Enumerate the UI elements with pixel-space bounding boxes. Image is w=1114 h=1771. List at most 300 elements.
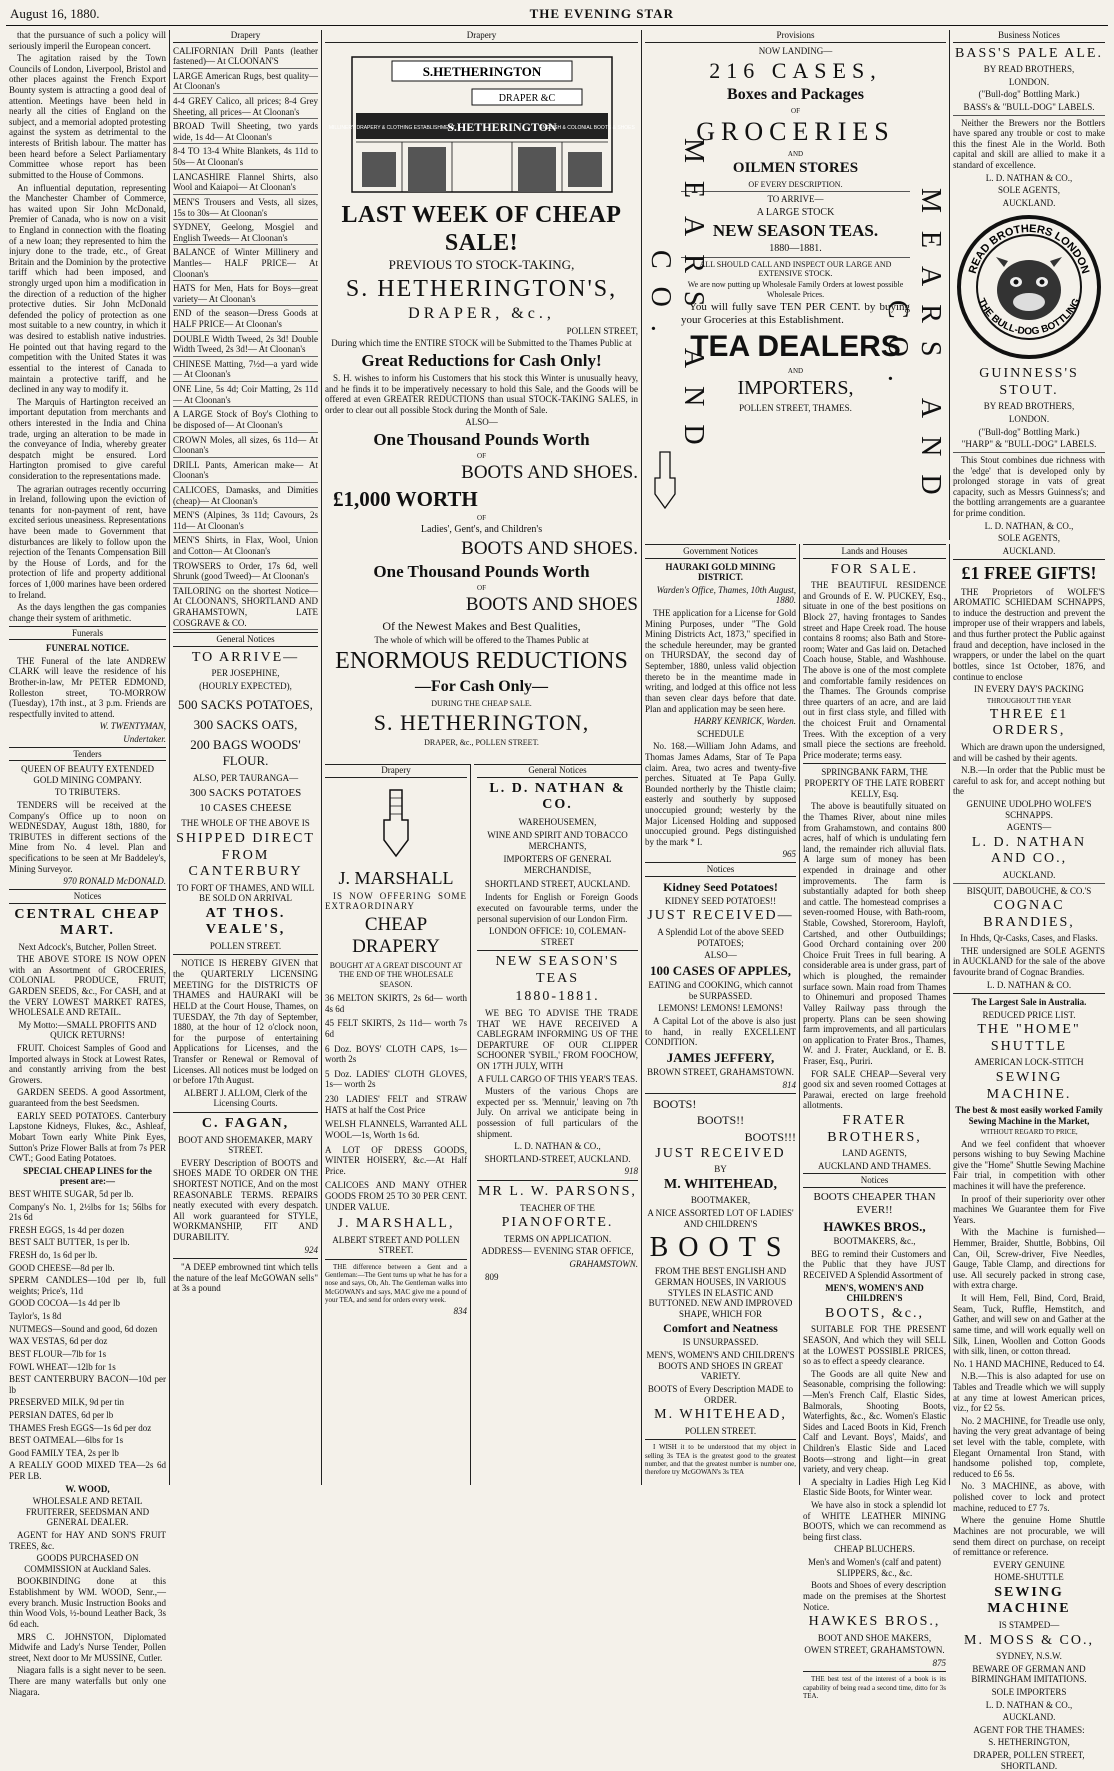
cloonan-ad: TAILORING on the shortest Notice— At CLOONAN'S, SHORTLAND AND GRAHAMSTOWN, LATE COSGRAVE & CO. [173,586,318,630]
address-line-2: GRAHAMSTOWN. [569,1258,638,1269]
bass-labels: BASS's & "BULL-DOG" LABELS. [963,101,1095,112]
cloonan-ad: DOUBLE Width Tweed, 2s 3d! Double Width Tweed, 2s 3d!— At Cloonan's [173,334,318,357]
wood-name: W. WOOD, [65,1483,110,1494]
throughout: THROUGHOUT THE YEAR [986,696,1072,705]
tender-signature: 970 RONALD McDONALD. [63,876,166,887]
also-line: ALSO— [465,417,498,428]
article-paragraph: The agrarian outrages recently occurring in Ireland, following upon the eviction of tenants for non-payment of rent, have excited serious uneasiness. Representations have been made to Government that disturbances are likely to follow upon the rejection of the Tenants Compensation Bill by the House of Lords, and for the protection of life and property additional forces of 1,000 marines have been ordered to Ireland. [9,483,166,600]
tender-text: TENDERS will be received at the Company's Office up to noon on WEDNESDAY, August 18th, 1880, for TRIBUTES in different sections of the Mine from No. 4 level. Plan and specifications to be seen at Mr Baddeley's, Mining Surveyor. [9,800,166,874]
mens-variety: MEN'S, WOMEN'S AND CHILDREN'S BOOTS AND SHOES IN GREAT VARIETY. [646,1350,795,1382]
goods-commission: GOODS PURCHASED ON COMMISSION at Auckland Sales. [24,1553,151,1574]
nathan-name: L. D. NATHAN & CO. [489,780,626,813]
special-line-item: FOWL WHEAT—12lb for 1s [9,1361,116,1372]
springbank-title: SPRINGBANK FARM, THE PROPERTY OF THE LATE ROBERT KELLY, Esq. [804,767,945,799]
guinness-title: GUINNESS'S STOUT. [979,366,1079,398]
gent-quip: THE difference between a Gent and a Gentleman:—The Gent turns up what he has for a nose and says, Oh, Ah. The Gentleman walks into McGOWAN's and says, MAC give me a pound of your TEA, and send for orders every week. [325,1262,467,1304]
special-line-item: THAMES Fresh EGGS—1s 6d per doz [9,1422,152,1433]
schedule-number: 965 [782,849,796,860]
reduced-list: REDUCED PRICE LIST. [982,1009,1076,1020]
hawkes-sub-2: BOOT AND SHOE MAKERS, [817,1632,932,1643]
fagan-subtitle: BOOT AND SHOEMAKER, MARY STREET. [178,1134,313,1156]
nathan-line: WAREHOUSEMEN, [518,816,597,827]
nathan-line: WINE AND SPIRIT AND TOBACCO MERCHANTS, [487,830,628,851]
hawkes-boots: BOOTS, &c., [825,1305,924,1321]
cognac-sole: THE undersigned are SOLE AGENTS in AUCKLAND for the sale of the above favourite brand of Cognac Brandies. [953,945,1105,977]
boots-shoes-2: BOOTS AND SHOES. [461,537,638,559]
now-offering: IS NOW OFFERING SOME EXTRAORDINARY [325,890,467,912]
thousand-pounds-2: One Thousand Pounds Worth [373,561,590,581]
article-paragraph: As the days lengthen the gas companies change their system of arithmetic. [9,602,166,623]
wishes-text: S. H. wishes to inform his Customers that his stock this Winter is unusually heavy, and he finds it to be imperatively necessary to hold this Sale, and the Goods will be offered at even GREATER REDUCTIONS than usual STOCK-TAKING SALES, in order to clear out all possible Stock during the Month of Sale. [325,373,638,415]
large-stock: A LARGE STOCK [756,206,835,218]
full-cargo: A FULL CARGO OF THIS YEAR'S TEAS. [477,1073,638,1084]
cloonan-ad: CALIFORNIAN Drill Pants (leather fastened)— At CLOONAN'S [173,46,318,69]
largest-sale: The Largest Sale in Australia. [971,997,1087,1008]
hawkes-name: HAWKES BROS., [823,1218,926,1234]
hawkes-specialty: A specialty in Ladies High Leg Kid Elastic Side Boots, for Winter wear. [803,1476,946,1498]
bootmaker-line: BOOTMAKER, [690,1195,751,1206]
kidney-title: Kidney Seed Potatoes! [663,879,778,894]
nathan-signature: L. D. NATHAN & CO., [514,1141,601,1152]
provisions-heading: Provisions [645,30,946,43]
shop-millinery-text: MILLINERY DRAPERY & CLOTHING ESTABLISHMENT [328,124,455,131]
funerals-heading: Funerals [9,626,166,641]
special-line-item: Company's No. 1, 2½lbs for 1s; 56lbs for 21s 6d [9,1201,166,1223]
capital-lot: A Capital Lot of the above is also just to hand, in really EXCELLENT CONDITION. [645,1015,796,1048]
whitehead-name-2: M. WHITEHEAD, [654,1407,787,1423]
new-season-teas-5: NEW SEASON TEAS. [712,220,879,240]
of-line-3: OF [477,584,486,593]
jeffery-address: BROWN STREET, GRAHAMSTOWN. [647,1067,794,1078]
splendid-lot: A Splendid Lot of the above SEED POTATOES; [657,926,784,948]
no2-machine: No. 2 MACHINE, for Treadle use only, having the very great advantage of being set level with the table, complete, with Elegant Ornamental Iron Stand, with handsome polished top, complete, reduced to £6 5s. [953,1415,1105,1479]
of-line-2: OF [477,513,486,522]
cognac-cases: In Hhds, Qr-Casks, Cases, and Flasks. [960,933,1098,944]
drapery-heading: Drapery [173,30,318,43]
agents-line: AGENTS— [1006,822,1052,833]
cloonan-ad: DRILL Pants, American make— At Cloonan's [173,460,318,483]
moss-name: M. MOSS & CO., [964,1632,1094,1648]
during-sale-line: DURING THE CHEAP SALE. [431,698,532,708]
made-to-order: BOOTS of Every Description MADE to ORDER. [647,1383,794,1405]
bought-line: BOUGHT AT A GREAT DISCOUNT AT THE END OF THE WHOLESALE SEASON. [329,960,463,989]
logo-bottom-text: THE BULL-DOG BOTTLING [975,297,1083,338]
masthead [6,6,1108,26]
cloonan-ad: CHINESE Matting, 7½d—a yard wide— At Cloonan's [173,359,318,382]
arrive-item: 300 SACKS OATS, [193,716,298,732]
putting-line: We are now putting up Wholesale Family Orders at lowest possible Wholesale Prices. [687,280,904,299]
nathan-line: IMPORTERS OF GENERAL MERCHANDISE, [503,854,612,876]
hawkes-mens: MEN'S, WOMEN'S AND CHILDREN'S [825,1282,924,1304]
bulldog-logo [954,212,1104,362]
whitehead-address: POLLEN STREET. [684,1425,757,1436]
stamped: IS STAMPED— [998,1619,1060,1630]
sewing-machine-2: SEWING MACHINE [987,1584,1071,1617]
arrive-note: (HOURLY EXPECTED), [199,680,292,691]
cloonan-ad: ONE Line, 5s 4d; Coir Matting, 2s 11d— At Cloonan's [173,384,318,407]
tea-dealers: TEA DEALERS [690,330,901,364]
wood-subtitle: WHOLESALE AND RETAIL FRUITERER, SEEDSMAN AND GENERAL DEALER. [25,1496,150,1528]
special-line-item: PRESERVED MILK, 9d per tin [9,1397,125,1408]
hetherington-name: S. HETHERINGTON'S, [345,275,618,302]
furnished-text: With the Machine is furnished—Hemmer, Braider, Shuttle, Bobbins, Oil Can, Oil, Screw-driver, Five Needles, Gauge, Table Clamp, and directions for use. All securely packed in strong case, with extra charge. [953,1227,1105,1291]
genuine-wolfe: GENUINE UDOLPHO WOLFE'S SCHNAPPS. [966,799,1092,820]
bass-london: LONDON. [1008,76,1050,87]
mart-motto: My Motto:—SMALL PROFITS AND QUICK RETURNS! [18,1019,157,1041]
general-notices-heading-2: General Notices [477,765,638,778]
marshall-item: 5 Doz. LADIES' CLOTH GLOVES, 1s— worth 2s [325,1068,467,1090]
thousand-pounds-1: One Thousand Pounds Worth [373,430,590,450]
bass-by: BY READ BROTHERS, [983,64,1075,75]
general-notices-heading: General Notices [173,632,318,647]
great-reductions-line: Great Reductions for Cash Only! [361,350,602,370]
shop-sign-main: S.HETHERINGTON [446,119,557,134]
boots-1: BOOTS! [653,1097,697,1112]
marshall-item: CALICOES AND MANY OTHER GOODS FROM 25 TO 30 PER CENT. UNDER VALUE. [325,1180,467,1212]
nathan-3: L. D. NATHAN AND CO., [971,834,1087,867]
indents-text: Indents for English or Foreign Goods executed on favourable terms, under the personal supervision of our London Firm. [477,892,638,924]
pointing-hand-icon-2 [650,450,680,510]
notices-heading-6: Notices [803,1173,946,1188]
hawkes-stock: We have also in stock a splendid lot of WHITE LEATHER MINING BOOTS, which we can recommend as being first class. [803,1500,946,1542]
column-2 [170,30,322,1485]
shop-woodcut-illustration [328,47,635,197]
cloonan-ad: 4-4 GREY Calico, all prices; 8-4 Grey Sheeting, all prices— At Cloonan's [173,96,318,119]
column-1 [6,30,170,1697]
arrive-item: 200 BAGS WOODS' FLOUR. [190,737,301,768]
cheap-drapery: CHEAP DRAPERY [352,914,440,958]
hawkes-beg: BEG to remind their Customers and the Public that they have JUST RECEIVED A Splendid Assortment of [803,1248,946,1280]
guinness-sole: SOLE AGENTS, [997,533,1060,544]
call-line: ALL SHOULD CALL AND INSPECT OUR LARGE AND EXTENSIVE STOCK. [699,259,892,279]
frater-name: FRATER BROTHERS, [827,1112,922,1145]
without-regard: WITHOUT REGARD TO PRICE, [980,1128,1078,1137]
boots-3: BOOTS!!! [744,1129,796,1144]
fagan-number: 924 [304,1244,318,1255]
apples-line: 100 CASES OF APPLES, [649,962,792,978]
by-line: BY [714,1164,727,1175]
best-machine: The best & most easily worked Family Sewing Machine in the Market, [955,1105,1103,1126]
jeffery-number: 814 [782,1079,796,1090]
just-received-2: JUST RECEIVED [655,1145,786,1161]
special-line-item: BEST FLOUR—7lb for 1s [9,1348,107,1359]
tenders-heading: Tenders [9,747,166,762]
arrive-title: TO ARRIVE— [191,649,300,665]
gov-signature: HARRY KENRICK, Warden. [693,716,796,727]
stock-taking-line: PREVIOUS TO STOCK-TAKING, [388,257,575,273]
shipped-sub: TO FORT OF THAMES, AND WILL BE SOLD ON ARRIVAL [176,882,315,904]
where-text: Where the genuine Home Shuttle Machines are not procurable, we will send them direct on purchase, on receipt of remittance or reference. [953,1515,1105,1558]
mart-text: THE ABOVE STORE IS NOW OPEN with an Assortment of GROCERIES, COLONIAL PRODUCE, FRUIT, GARDEN SEEDS, &c., For CASH, and at the VERY LOWEST MARKET RATES, WHOLESALE AND RETAIL. [9,954,166,1018]
proof-text: In proof of their superiority over other machines We Guarantee them for Five Years. [953,1193,1105,1225]
every-genuine: EVERY GENUINE [993,1559,1065,1570]
seeds-notice: GARDEN SEEDS. A good Assortment, guaranteed from the best Seedsmen. [9,1087,166,1109]
oilmen-line: OILMEN STORES [732,160,859,177]
mears-vertical-right: MEARS AND CO. [881,187,946,513]
frater-subtitle: LAND AGENTS, [842,1148,907,1159]
for-sale-cheap: FOR SALE CHEAP—Several very good six and seven roomed Cottages at Parawai, erected on large freehold allotments. [803,1068,946,1111]
nathan-number: 918 [624,1166,638,1177]
columns [6,30,1108,1771]
funeral-title: FUNERAL NOTICE. [45,643,129,654]
springbank-text: The above is beautifully situated on the Thames River, about nine miles from Grahamstown, and contains 800 acres, half of which is undulating fern land, the remainder rich alluvial flats. A large sum of money has been expended in drainage and other improvements. The farm is substantially adapted for both sheep and cattle. The homestead comprises a seven-roomed House, with Bath-room, Stable, Cowshed, Storeroom, Hayloft, Cartshed, and other Outbuildings; Good Orchard containing over 200 Choice Fruit Trees in full bearing. A considerable area is under grass, part of which is ploughed, the remainder surface sown. Main road from Thames to Ohinemuri and proposed Thames Valley Railway pass through the property. Plans can be seen showing farm improvements, and all particulars on application to Frater Bros., Thames, W. and J. Frater, Auckland, or E. B. Fraser, Esq., Puriri. [803,801,946,1066]
hawkes-address-2: OWEN STREET, GRAHAMSTOWN. [804,1645,945,1656]
wood-agent: AGENT for HAY AND SON'S FRUIT TREES, &c. [9,1530,166,1551]
notices-heading: Notices [9,889,166,904]
bass-neither: Neither the Brewers nor the Bottlers have spared any trouble or cost to make this the finest Ale in the World. Both capital and skill are allied to make it a standard of excellence. [953,117,1105,170]
special-lines-heading: SPECIAL CHEAP LINES for the present are:— [23,1165,152,1187]
special-line-item: FRESH EGGS, 1s 4d per dozen [9,1224,124,1235]
nathan-4: L. D. NATHAN & CO. [986,979,1072,990]
comfort-line: Comfort and Neatness [663,1321,778,1336]
feel-confident: And we feel confident that whoever persons wishing to buy Sewing Machine give the "Home" Shuttle Sewing Machine Fair trial, in competition with other machines it will have the preference. [953,1138,1105,1191]
cloonan-ad: CROWN Moles, all sizes, 6s 11d— At Cloonan's [173,435,318,458]
special-line-item: BEST SALT BUTTER, 1s per lb. [9,1237,130,1248]
funeral-signature-role: Undertaker. [123,734,166,744]
licensing-notice: NOTICE IS HEREBY GIVEN that the QUARTERLY LICENSING MEETING for the DISTRICTS OF THAMES and HAURAKI will be HELD at the Court House, Thames, on TUESDAY, the 7th day of September, 1880, at the hour of 12 o'clock noon, for the purpose of entertaining Applications for Licenses, and the Transfer or Renewal or Removal of Licenses. All notices must be lodged on or before 17th August. [173,958,318,1086]
teas-year: 1880-1881. [515,989,600,1005]
licensing-signature: ALBERT J. ALLOM, Clerk of the Licensing Courts. [183,1087,308,1109]
boots-2: BOOTS!! [696,1113,745,1128]
niagara-note: Niagara falls is a sight never to be seen. There are many waterfalls but only one Niagara. [9,1665,166,1697]
whole-line: The whole of which will be offered to the Thames Public at [374,634,589,645]
home-shuttle-2: HOME-SHUTTLE [994,1572,1064,1583]
column-5-provisions [642,30,950,540]
agent-thames: AGENT FOR THE THAMES: [973,1724,1085,1735]
kidney-subtitle: KIDNEY SEED POTATOES!! [664,895,777,906]
cloonan-ad: BALANCE of Winter Millinery and Mantles— HALF PRICE— At Cloonan's [173,247,318,281]
hawkes-name-2: HAWKES BROS., [808,1614,941,1630]
column-6 [800,544,950,1700]
hetherington-agent-address: DRAPER, POLLEN STREET, SHORTLAND. [973,1749,1085,1771]
nathan-lines [477,817,638,890]
tauranga-item: 300 SACKS POTATOES [189,786,302,799]
sale-headline: LAST WEEK OF CHEAP SALE! [341,201,622,256]
newspaper-title: THE EVENING STAR [529,6,674,21]
arrive-items [173,697,318,768]
whole-above: THE WHOLE OF THE ABOVE IS [181,818,310,829]
sydney: SYDNEY, N.S.W. [996,1651,1062,1662]
column-4 [474,764,642,1485]
cloonan-ad: END of the season—Dress Goods at HALF PRICE— At Cloonan's [173,308,318,331]
cognac: COGNAC BRANDIES, [983,898,1075,930]
groceries-line: GROCERIES [696,117,895,147]
special-line-item: A REALLY GOOD MIXED TEA—2s 6d PER LB. [9,1460,166,1481]
whitehead-name: M. WHITEHEAD, [664,1176,777,1192]
business-heading: Business Notices [953,30,1105,43]
cases-line: 216 CASES, [709,58,882,84]
cablegram-text: WE BEG TO ADVISE THE TRADE THAT WE HAVE RECEIVED A CABLEGRAM INFORMING US OF THE DEPARTURE OF OUR CLIPPER SCHOONER 'SYBIL,' FROM FOOCHOW, ON 17TH JULY, WITH [477,1007,638,1071]
article-paragraph: An influential deputation, representing the Manchester Chamber of Commerce, has waited upon Sir John McDonald, Premier of Canada, who is now on a visit to England in connection with the floating of a new loan; they represented to him the injury done to the trade, etc., of Great Britain and the Dominion by the protective tariff which had been imposed, and strongly urged upon him a modification in the direction of a reduction of the higher protective duties. Sir John McDonald defended the policy of protection as one most suitable to a new country, in which it was desired to establish native industries. He pointed out that having regard to the competition with the United States it was essential to the interest of Canada to maintain a protective tariff, and he declined in any way to modify it. [9,182,166,395]
from-houses: FROM THE BEST ENGLISH AND GERMAN HOUSES, IN VARIOUS STYLES IN ELASTIC AND BUTTONED. NEW AND IMPROVED SHAPE, WHICH FOR [648,1266,793,1319]
veale-name: AT THOS. VEALE'S, [205,905,286,938]
cloonan-ad: TROWSERS to Order, 17s 6d, well Shrunk (good Tweed)— At Cloonan's [173,561,318,584]
bass-sole: SOLE AGENTS, [997,185,1060,196]
potatoes-notice: EARLY SEED POTATOES. Canterbury Lapstone Kidneys, Flukes, &c., Ashleaf, Mobart Town early White Pink Eyes, Sutton's Prize Flower Balls at from 7s PER CWT.; Good Eating Potatoes. [9,1110,166,1164]
wardens-office: Warden's Office, Thames, 10th August, 1880. [656,584,796,606]
cloonan-ad: MEN'S Shirts, in Flax, Wool, Union and Cotton— At Cloonan's [173,535,318,558]
nathan-address: SHORTLAND-STREET, AUCKLAND. [484,1153,631,1164]
every-description: OF EVERY DESCRIPTION. [748,179,843,189]
funeral-text: THE Funeral of the late ANDREW CLARK will leave the residence of his Brother-in-law, Mr PETER EDMOND, Rolleston street, TO-MORROW (Tuesday), 17th inst., at 3 p.m. Friends are respectfully invited to attend. [9,655,166,719]
sewing-machine: SEWING MACHINE. [986,1070,1072,1102]
marshall-address: ALBERT STREET AND POLLEN STREET. [332,1234,460,1256]
during-line: During which time the ENTIRE STOCK will be Submitted to the Thames Public at [331,338,632,349]
special-line-item: GOOD CHEESE—8d per lb. [9,1262,115,1273]
lemons-line: LEMONS! LEMONS! LEMONS! [658,1003,783,1014]
sole-importers: SOLE IMPORTERS [991,1686,1067,1697]
bass-nathan: L. D. NATHAN & CO., [985,172,1073,183]
column-7 [950,30,1108,1771]
fagan-text: EVERY Description of BOOTS and SHOES MADE TO ORDER ON THE SHORTEST NOTICE, And on the most REASONABLE TERMS. REPAIRS neatly executed with every despatch. All work guaranteed for STYLE, WORKMANSHIP, FIT AND DURABILITY. [173,1157,318,1242]
shop-boots-text: ENGLISH & COLONIAL BOOTS & SHOES [538,124,635,131]
and-line-2: AND [787,366,804,375]
special-line-item: PERSIAN DATES, 6d per lb [9,1409,114,1420]
boots-big: BOOTS [649,1232,792,1264]
schedule-heading: SCHEDULE [697,728,744,739]
special-line-item: GOOD COCOA—1s 4d per lb [9,1298,120,1309]
guinness-stout: This Stout combines due richness with the 'edge' that is developed only by prolonged storage in vats of great capacity, such as Messrs Guinness's; and the bottling arrangements are a guarantee for prime condition. [953,454,1105,518]
marshall-ad [325,764,471,1485]
american-lock: AMERICAN LOCK-STITCH [974,1057,1084,1068]
of-line: OF [791,107,800,116]
marshall-item: WELSH FLANNELS, Warranted ALL WOOL—1s, Worth 1s 6d. [325,1119,467,1140]
tea-quip-2: I WISH it to be understood that my object in selling 3s TEA is the greatest good to the greatest number, and that the greatest number is number one, therefore try McGOWAN's 3s TEA [645,1443,796,1477]
of-line-1: OF [477,452,486,461]
enormous-reductions: ENORMOUS REDUCTIONS [335,648,628,675]
issue-date: August 16, 1880. [10,6,100,21]
importers-line: IMPORTERS, [737,376,854,399]
article-paragraph: that the pursuance of such a policy will seriously imperil the European concert. [9,30,166,51]
arrive-ship: PER JOSEPHINE, [211,668,280,679]
marshall-item: 6 Doz. BOYS' CLOTH CAPS, 1s— worth 2s [325,1043,467,1065]
marshall-name: J. MARSHALL [338,867,454,888]
three-orders: THREE £1 ORDERS, [989,706,1069,739]
home-shuttle: THE "HOME" SHUTTLE [977,1022,1081,1054]
free-gifts: £1 FREE GIFTS! [961,563,1097,584]
cloonan-ad: CALICOES, Damasks, and Dimities (cheap)— At Cloonan's [173,485,318,508]
mart-subtitle: Next Adcock's, Butcher, Pollen Street. [18,941,157,952]
just-received: JUST RECEIVED— [647,908,794,924]
bass-bulldog: ("Bull-dog" Bottling Mark.) [978,89,1080,100]
musters-text: Musters of the various Chops are expected per ss. 'Mennuir,' leaving on 7th July. On arrival we anticipate being in possession of full particulars of the shipment. [477,1086,638,1139]
pollen-street-line: POLLEN STREET, [566,325,638,336]
tauranga-items [173,787,318,816]
cloonan-ad: 8-4 TO 13-4 White Blankets, 4s 11d to 50s— At Cloonan's [173,146,318,169]
bookbinding-notice: BOOKBINDING done at this Establishment by WM. WOOD, Senr.,—every branch. Music Instruction Books and thin Wood Vols, ½-bound Leather Back, 3s 6d each. [9,1576,166,1629]
fruit-notice: FRUIT. Choicest Samples of Good and Imported always in Stock at Lowest Rates, and constantly arriving from the best Growers. [9,1043,166,1085]
to-arrive: TO ARRIVE— [767,194,824,205]
cloonan-ad: SYDNEY, Geelong, Mosgiel and English Tweeds— At Cloonan's [173,222,318,245]
cloonan-ad: A LARGE Stock of Boy's Clothing to be disposed of— At Cloonan's [173,409,318,432]
cash-only-line: —For Cash Only— [414,677,549,695]
new-season-teas: NEW SEASON'S TEAS [495,954,620,986]
no1-text: N.B.—This is also adapted for use on Tables and Treadle which we will supply at any time at lowest American prices, viz., for £2 5s. [953,1371,1105,1414]
hawkes-calf: Men's and Women's (calf and patent) SLIPPERS, &c., &c. [807,1557,942,1578]
cheap-bluchers: CHEAP BLUCHERS. [834,1544,915,1555]
tea-quip: "A DEEP embrowned tint which tells the nature of the leaf McGOWAN sells" at 3s a pound [173,1262,318,1294]
guinness-auckland: AUCKLAND. [1002,545,1056,556]
hawkes-bootmakers: BOOTMAKERS, &c., [833,1236,916,1247]
nice-lot: A NICE ASSORTED LOT OF LADIES' AND CHILDREN'S [647,1208,794,1229]
tender-subtitle: TO TRIBUTERS. [54,787,121,798]
guinness-london: LONDON. [1008,414,1050,425]
nathan-5: L. D. NATHAN & CO., [985,1699,1073,1710]
hawkes-number: 875 [932,1657,946,1668]
residence-text: THE BEAUTIFUL RESIDENCE and Grounds of E. W. PUCKEY, Esq., situate in one of the best positions on Block 27, having frontages to Sandes street and Hape Creek road. The house contains 8 rooms; also Bath and Store-room; Water and Gas laid on. Detached Coach house, Stable, and Washhouse. The above is one of the most complete and comfortable family residences on the Thames. The Grounds comprise three quarters of an acre, and are laid out in first class style, and filled with the choicest Fruit and Ornamental Trees. With the exception of a very small piece the sections are freehold. Price moderate; terms easy. [803,580,946,760]
article-paragraph: The Marquis of Hartington received an important deputation from merchants and others interested in the India and China trade, urging an alteration to be made in the conveyance of India, whereby greater despatch might be ensured. Lord Hartington promised to give careful consideration to the representations made. [9,396,166,481]
marshall-item: 45 FELT SKIRTS, 2s 11d— worth 7s 6d [325,1018,467,1040]
hetherington-agent: S. HETHERINGTON, [988,1737,1070,1748]
boots-shoes-1: BOOTS AND SHOES. [461,462,638,484]
lands-heading: Lands and Houses [803,544,946,559]
nb-note: N.B.—In order that the Public must be careful to ask for, and accept nothing but the [953,765,1105,797]
special-line-item: WAX VESTAS, 6d per doz [9,1336,108,1347]
marshall-name-2: J. MARSHALL, [337,1216,455,1232]
marshall-items [325,993,467,1212]
tauranga-item: 10 CASES CHEESE [199,802,292,815]
tender-title: QUEEN OF BEAUTY EXTENDED GOLD MINING COMPANY. [21,764,154,785]
draper-line: DRAPER, &c., [408,304,555,322]
tea-quip-3: THE best test of the interest of a book is its capability of being read a second time, ditto for 3s TEA. [803,1675,946,1700]
marshall-item: 36 MELTON SKIRTS, 2s 6d— worth 4s 6d [325,993,467,1014]
article-paragraph: The agitation raised by the Town Councils of London, Liverpool, Bristol and other places against the French Export Bounty system is attracting a good deal of attention. Meetings have been held in nearly all the cities of England on the subject, and a memorial adopted protesting against the system as detrimental to the interests of British labour. The matter has been heard before a Select Parliamentary Committee whose report has been submitted to the House of Commons. [9,53,166,180]
nathan-line: SHORTLAND STREET, AUCKLAND. [484,878,631,889]
hetherington-name-2: S. HETHERINGTON, [373,710,590,736]
mears-ad [681,46,910,414]
hawkes-suitable: SUITABLE FOR THE PRESENT SEASON, And which they will SELL at the LOWEST POSSIBLE PRICES, so as to effect a speedy clearance. [803,1324,946,1367]
and-line: AND [787,149,804,158]
parsons-name: MR L. W. PARSONS, [478,1184,637,1200]
jeffery-name: JAMES JEFFERY, [666,1049,775,1065]
notices-heading-5: Notices [645,862,796,877]
shipped-line: SHIPPED DIRECT FROM CANTERBURY [176,831,315,880]
boots-cheaper: BOOTS CHEAPER THAN EVER!! [813,1190,936,1216]
eating-line: EATING and COOKING, which cannot be SURPASSED. [648,980,793,1001]
save-line: You will fully save TEN PER CENT. by buying your Groceries at this Establishment. [681,301,910,327]
special-line-item: NUTMEGS—Sound and good, 6d dozen [9,1323,158,1334]
unsurpassed-line: IS UNSURPASSED. [682,1337,759,1348]
tauranga-line: ALSO, PER TAURANGA— [192,772,299,783]
fagan-name: C. FAGAN, [201,1116,290,1131]
drapery-heading-2: Drapery [325,30,638,43]
bisquit: BISQUIT, DABOUCHE, & CO.'S [966,885,1092,896]
cloonan-ad: HATS for Men, Hats for Boys—great variety— At Cloonan's [173,283,318,306]
column-5b [642,544,800,1485]
marshall-item: A LOT OF DRESS GOODS, WINTER HOISERY, &c.—At Half Price. [325,1144,467,1176]
ladies-line: Ladies', Gent's, and Children's [420,523,543,535]
boots-shoes-3: BOOTS AND SHOES [465,594,638,616]
mart-title: CENTRAL CHEAP MART. [14,906,161,939]
schedule-text: No. 168.—William John Adams, and Thomas James Adams, Star of Te Papa claim. Area, two acres and twenty-five perches. Situated at Te Papa Gully. Bounded northerly by the Thistle claim; easterly and southerly by supposed unoccupied ground; westerly by the Major Licensed Holding and supposed unoccupied ground. Pegs distinguished by the mark * I. [645,741,796,847]
cloonan-ad: LARGE American Rugs, best quality— At Cloonan's [173,71,318,94]
funeral-signature: W. TWENTYMAN, [99,721,166,732]
also-5: ALSO— [704,950,737,961]
special-line-item: BEST OATMEAL—6lbs for 1s [9,1435,124,1446]
cloonan-ad: BROAD Twill Sheeting, two yards wide, 1s 4d— At Cloonan's [173,121,318,144]
beware: BEWARE OF GERMAN AND BIRMINGHAM IMITATIONS. [971,1663,1087,1685]
every-day: IN EVERY DAY'S PACKING [974,684,1084,695]
draper-address: DRAPER, &c., POLLEN STREET. [424,738,539,748]
cloonan-ads [173,46,318,631]
newest-makes: Of the Newest Makes and Best Qualities, [382,618,581,633]
teas-years: 1880—1881. [769,242,822,254]
hem-text: It will Hem, Fell, Bind, Cord, Braid, Seam, Tuck, Ruffle, Hemstitch, and Gather, and will sew on and Gather at the same time, and will work equally well on Silk, Linen, Woollen and Cotton Goods with silk, linen, or cotton thread. [953,1293,1105,1357]
guinness-nathan: L. D. NATHAN, & CO., [984,520,1074,531]
bass-title: BASS'S PALE ALE. [955,45,1103,61]
special-lines-list [9,1189,166,1482]
gov-text: THE application for a License for Gold Mining Purposes, under "The Gold Mining Districts Act, 1873," specified in the schedule hereunder, may be granted on THURSDAY, the second day of September, 1880, unless valid objection thereto be in the meantime made in writing, and lodged at this office not less than seven clear days before that date. Plan and application may be seen here. [645,608,796,714]
